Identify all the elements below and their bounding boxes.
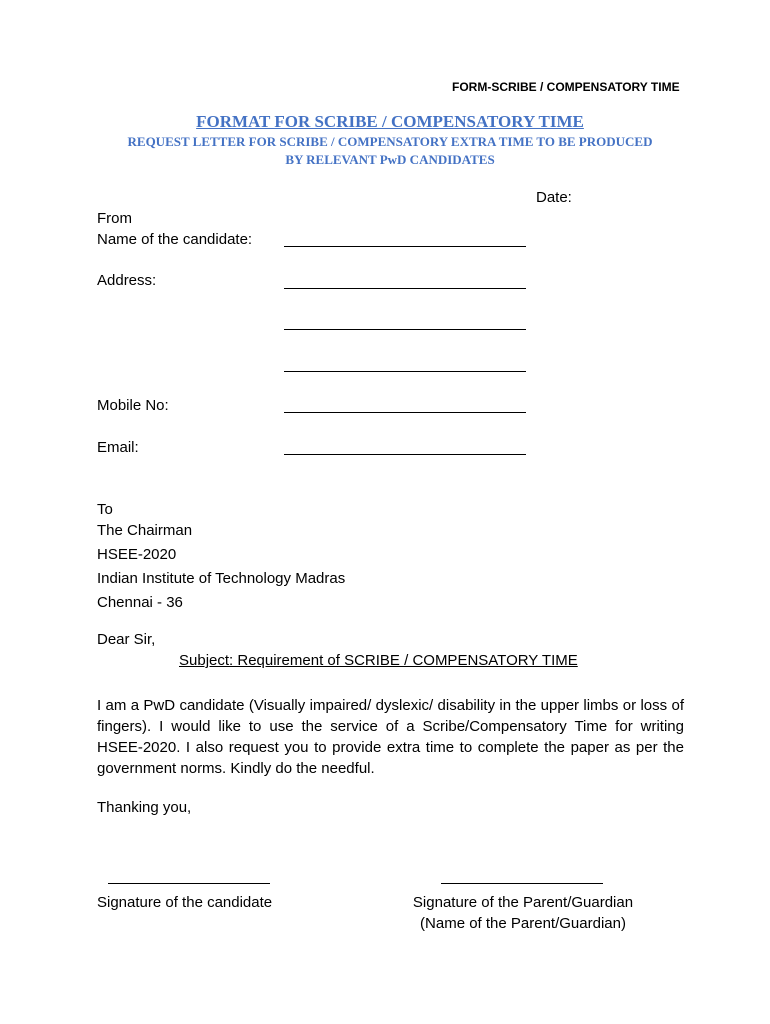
page-title: FORMAT FOR SCRIBE / COMPENSATORY TIME — [196, 112, 584, 131]
address-field-line-3[interactable] — [284, 371, 526, 372]
name-field-line[interactable] — [284, 246, 526, 247]
address-field-line-2[interactable] — [284, 329, 526, 330]
subtitle-line-2: BY RELEVANT PwD CANDIDATES — [285, 152, 495, 167]
recipient-line-1: The Chairman — [97, 522, 193, 539]
guardian-signature-line[interactable] — [441, 883, 603, 884]
form-id: FORM-SCRIBE / COMPENSATORY TIME — [452, 80, 680, 94]
subtitle — [0, 133, 770, 169]
subject-line: Subject: Requirement of SCRIBE / COMPENSATORY TIME — [179, 652, 578, 669]
recipient-line-3: Indian Institute of Technology Madras — [97, 570, 346, 587]
recipient-line-2: HSEE-2020 — [97, 546, 177, 563]
candidate-signature-line[interactable] — [108, 883, 270, 884]
body-paragraph: I am a PwD candidate (Visually impaired/ dyslexic/ disability in the upper limbs or loss of fingers). I would like to use the service of a Scribe/Compensatory Time for writing HSEE-2020. I also request you to provide extra time to complete the paper as per the government norms. Kindly do the needful. — [97, 697, 684, 777]
address-field-line-1[interactable] — [284, 288, 526, 289]
closing: Thanking you, — [97, 799, 192, 816]
name-label: Name of the candidate: — [97, 231, 253, 248]
to-label: To — [97, 501, 113, 518]
subtitle-line-1: REQUEST LETTER FOR SCRIBE / COMPENSATORY EXTRA TIME TO BE PRODUCED — [127, 134, 653, 149]
email-label: Email: — [97, 439, 139, 456]
salutation: Dear Sir, — [97, 631, 156, 648]
email-field-line[interactable] — [284, 454, 526, 455]
mobile-label: Mobile No: — [97, 397, 169, 414]
guardian-name-label: (Name of the Parent/Guardian) — [420, 915, 626, 932]
date-label: Date: — [536, 189, 572, 206]
candidate-signature-label: Signature of the candidate — [97, 894, 273, 911]
address-label: Address: — [97, 272, 157, 289]
mobile-field-line[interactable] — [284, 412, 526, 413]
recipient-line-4: Chennai - 36 — [97, 594, 183, 611]
guardian-signature-label: Signature of the Parent/Guardian — [412, 894, 634, 911]
from-label: From — [97, 210, 132, 227]
